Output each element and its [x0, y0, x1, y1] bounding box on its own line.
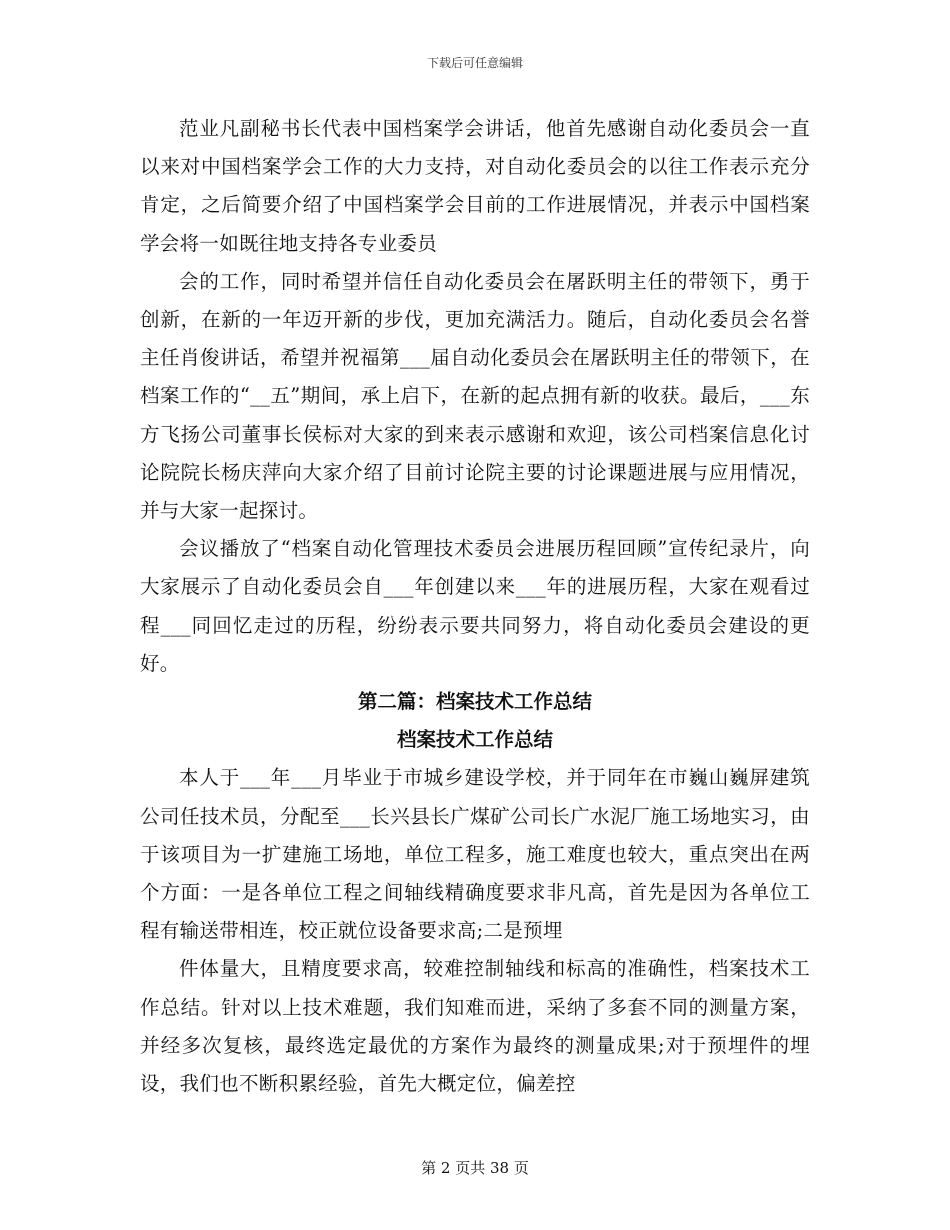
- document-title: 档案技术工作总结: [396, 728, 553, 752]
- paragraph: 本人于___年___月毕业于市城乡建设学校，并于同年在市巍山巍屏建筑公司任技术员，分配至___长兴县长广煤矿公司长广水泥厂施工场地实习，由于该项目为一扩建施工场地，单位工程多，施工难度也较大，重点突出在两个方面：一是各单位工程之间轴线精确度要求非凡高，首先是因为各单位工程有输送带相连，校正就位设备要求高;二是预埋: [140, 766, 810, 943]
- document-body: [140, 110, 810, 1103]
- paragraph: 会议播放了“档案自动化管理技术委员会进展历程回顾”宣传纪录片，向大家展示了自动化委员会自___年创建以来___年的进展历程，大家在观看过程___同回忆走过的历程，纷纷表示要共同努力，将自动化委员会建设的更好。: [140, 537, 810, 675]
- page-footer: 第 2 页共 38 页: [421, 1159, 529, 1177]
- paragraph: 会的工作，同时希望并信任自动化委员会在屠跃明主任的带领下，勇于创新，在新的一年迈开新的步伐，更加充满活力。随后，自动化委员会名誉主任肖俊讲话，希望并祝福第___届自动化委员会在屠跃明主任的带领下，在档案工作的“__五”期间，承上启下，在新的起点拥有新的收获。最后，___东方飞扬公司董事长侯标对大家的到来表示感谢和欢迎，该公司档案信息化讨论院院长杨庆萍向大家介绍了目前讨论院主要的讨论课题进展与应用情况，并与大家一起探讨。: [140, 269, 810, 523]
- paragraph: 件体量大，且精度要求高，较难控制轴线和标高的准确性，档案技术工作总结。针对以上技术难题，我们知难而进，采纳了多套不同的测量方案，并经多次复核，最终选定最优的方案作为最终的测量成果;对于预埋件的埋设，我们也不断积累经验，首先大概定位，偏差控: [140, 957, 810, 1096]
- section-title: 第二篇：档案技术工作总结: [357, 690, 592, 714]
- paragraph: 范业凡副秘书长代表中国档案学会讲话，他首先感谢自动化委员会一直以来对中国档案学会工作的大力支持，对自动化委员会的以往工作表示充分肯定，之后简要介绍了中国档案学会目前的工作进展情况，并表示中国档案学会将一如既往地支持各专业委员: [140, 117, 810, 255]
- page-header: 下载后可任意编辑: [426, 56, 523, 70]
